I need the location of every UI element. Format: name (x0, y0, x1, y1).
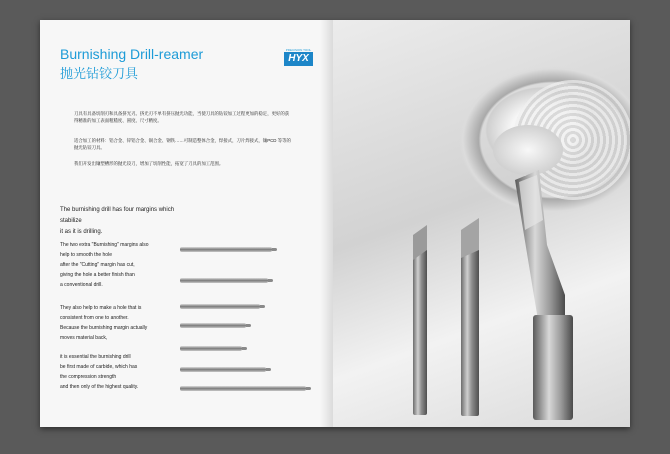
intro-paragraph-2: 适合加工的材料：铝合金、锌铝合金、铜合金、钢铁……可制造整体合金，焊接式，刀片焊接式，镶PCD 等等的抛光钻铰刀具。 (74, 138, 291, 150)
large-reamer-shank (533, 315, 573, 420)
drill-image (180, 304, 260, 309)
text-block-1 (60, 205, 174, 238)
text-line: stabilize (60, 218, 82, 224)
logo-tagline: PRECISION TOOL (285, 48, 312, 52)
text-line: giving the hole a better finish than (60, 272, 135, 278)
page-title-en: Burnishing Drill-reamer (60, 46, 204, 62)
text-line: be first made of carbide, which has (60, 364, 138, 370)
text-line: The two extra "Burnishing" margins also (60, 242, 149, 248)
text-line: a conventional drill. (60, 282, 103, 288)
text-line: Because the burnishing margin actually (60, 325, 148, 331)
intro-paragraph-3: 我们开发出镶塑槽形的抛光铰刀，增加了切削性能，拓宽了刀具的加工范围。 (74, 161, 224, 166)
text-line: moves material back, (60, 335, 108, 341)
page-title-cn: 抛光钻铰刀具 (60, 66, 139, 81)
brochure-spread (40, 20, 630, 427)
text-line: the compression strength (60, 374, 117, 380)
text-line: They also help to make a hole that is (60, 305, 142, 311)
brand-logo (284, 48, 313, 68)
reamer-tools-image (333, 20, 630, 427)
text-line: it is essential the burnishing drill (60, 354, 131, 360)
drill-image (180, 323, 246, 328)
drill-image (180, 386, 306, 391)
intro-paragraph-1: 刀具有具备切削刃和具备挤光刃。挤光刃不单有挤压抛光功能，当使刀具的钻铰加工过程更加的稳定，更好的获得精准的加工表面粗糙度、圆度、尺寸精度。 (74, 111, 290, 123)
text-block-3 (60, 303, 147, 343)
drill-image (180, 346, 242, 351)
logo-badge: HYX (284, 52, 313, 66)
text-block-4 (60, 352, 138, 392)
left-page (40, 20, 333, 427)
drill-image (180, 367, 266, 372)
text-line: it as it is drilling. (60, 229, 103, 235)
text-line: The burnishing drill has four margins which (60, 207, 175, 213)
text-line: and then only of the highest quality. (60, 384, 139, 390)
medium-reamer (461, 230, 479, 416)
text-block-2 (60, 240, 149, 290)
drill-image (180, 278, 268, 283)
small-reamer (413, 235, 427, 415)
right-page-photo (333, 20, 630, 427)
text-line: consistent from one to another. (60, 315, 129, 321)
drill-image (180, 247, 272, 252)
text-line: help to smooth the hole (60, 252, 112, 258)
text-line: after the "Cutting" margin has cut, (60, 262, 135, 268)
page-gutter-shadow (320, 20, 334, 427)
